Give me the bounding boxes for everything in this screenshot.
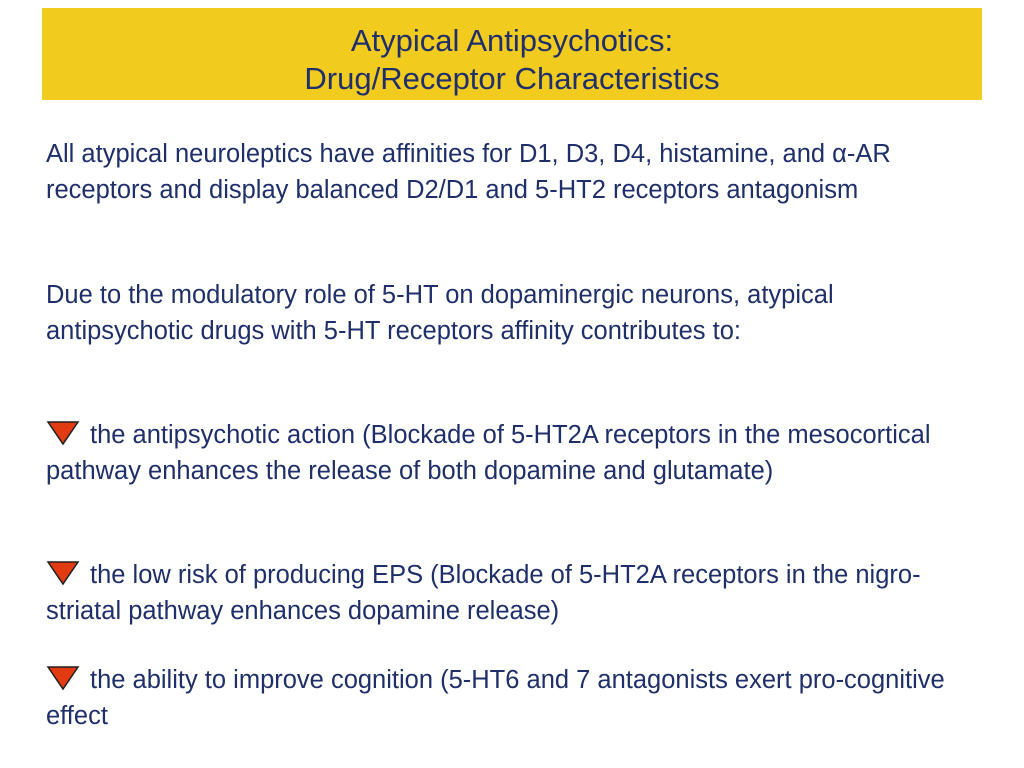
down-triangle-icon bbox=[46, 560, 80, 586]
slide-title-line-2: Drug/Receptor Characteristics bbox=[304, 61, 720, 96]
bullet-text: the antipsychotic action (Blockade of 5-HT2A receptors in the mesocortical pathway enhances the release of both dopamine and glutamate) bbox=[46, 421, 931, 485]
bullet-item-antipsychotic-action bbox=[46, 417, 976, 489]
slide-title-line-1: Atypical Antipsychotics: bbox=[350, 23, 674, 58]
modulatory-role-paragraph: Due to the modulatory role of 5-HT on dopaminergic neurons, atypical antipsychotic drugs with 5-HT receptors affinity contributes to: bbox=[46, 281, 834, 345]
down-triangle-icon bbox=[46, 420, 80, 446]
bullet-item-improve-cognition bbox=[46, 662, 976, 734]
bullet-item-low-eps-risk bbox=[46, 557, 976, 629]
bullet-text: the low risk of producing EPS (Blockade of 5-HT2A receptors in the nigro-striatal pathway enhances dopamine release) bbox=[46, 561, 921, 625]
down-triangle-icon bbox=[46, 665, 80, 691]
title-banner bbox=[42, 8, 982, 100]
intro-paragraph: All atypical neuroleptics have affinities for D1, D3, D4, histamine, and α-AR receptors and display balanced D2/D1 and 5-HT2 receptors antagonism bbox=[46, 140, 891, 204]
bullet-text: the ability to improve cognition (5-HT6 and 7 antagonists exert pro-cognitive effect bbox=[46, 666, 945, 730]
